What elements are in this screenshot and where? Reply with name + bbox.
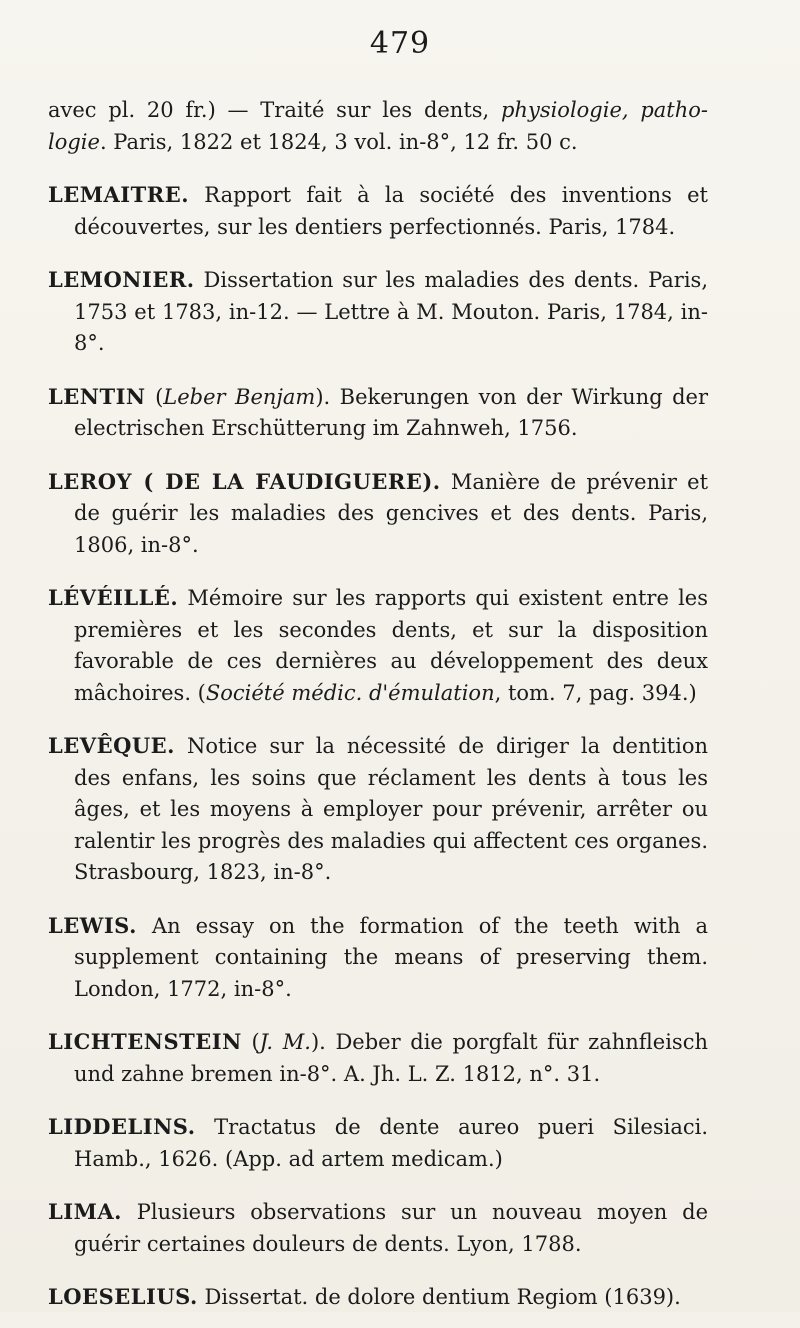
entry-text: Plusieurs observations sur un nouveau moyen de guérir certaines douleurs de dents. Lyon, 1788. (74, 1200, 708, 1256)
entry-lewis (48, 910, 708, 1006)
bibliography-list (48, 74, 708, 1328)
entry-lichtenstein (48, 1026, 708, 1090)
entry-author: LICHTENSTEIN (48, 1029, 242, 1054)
entry-leveque (48, 730, 708, 889)
entry-text: , tom. 7, pag. 394.) (494, 680, 697, 705)
entry-author: LEVÊQUE. (48, 733, 175, 758)
entry-continuation (48, 95, 708, 158)
entry-liddelins (48, 1111, 708, 1175)
entry-text: ( (241, 1030, 260, 1054)
entry-author: LIMA. (48, 1199, 122, 1224)
entry-author: LEMAITRE. (48, 182, 190, 207)
entry-author: LOESELIUS. (48, 1284, 198, 1309)
entry-text: . Paris, 1822 et 1824, 3 vol. in-8°, 12 fr. 50 c. (99, 129, 578, 154)
entry-text: ). Bekerungen von der Wirkung der electrischen Erschütterung im Zahnweh, 1756. (74, 384, 708, 440)
entry-italic: Leber Benjam (163, 384, 316, 409)
entry-author: LÉVÉILLÉ. (48, 585, 179, 610)
entry-author: LENTIN (48, 383, 146, 409)
entry-text: avec pl. 20 fr.) — Traité sur les dents, (48, 98, 501, 122)
entry-text: An essay on the formation of the teeth with a supplement containing the means of preserving them. London, 1772, in-8°. (74, 913, 708, 1001)
entry-loeselius (48, 1281, 708, 1314)
entry-author: LEMONIER. (48, 267, 195, 292)
entry-text: Manière de prévenir et de guérir les maladies des gencives et des dents. Paris, 1806, in-8°. (74, 469, 709, 557)
entry-text: Mémoire sur les rapports qui existent entre les premières et les secondes dents, et sur la disposition favorable de ces dernières au développement des deux mâchoires. ( (74, 586, 708, 705)
entry-lentin (48, 381, 708, 445)
entry-text: Rapport fait à la société des inventions et découvertes, sur les dentiers perfectionnés. Paris, 1784. (74, 183, 708, 239)
entry-text: Notice sur la nécessité de diriger la dentition des enfans, les soins que réclament les dents à tous les âges, et les moyens à employer pour prévenir, arrêter ou ralentir les progrès des maladies qui affectent ces organes. Strasbourg, 1823, in-8°. (74, 734, 708, 884)
entry-author: LEWIS. (48, 912, 137, 938)
entry-text: Dissertation sur les maladies des dents. Paris, 1753 et 1783, in-12. — Lettre à M. Mouton. Paris, 1784, in-8°. (74, 268, 708, 355)
entry-text: ). Deber die porgfalt für zahnfleisch und zahne bremen in-8°. A. Jh. L. Z. 1812, n°. 31. (74, 1030, 708, 1086)
entry-lemonier (48, 264, 708, 360)
entry-italic: J. M. (259, 1030, 311, 1054)
entry-italic: Société médic. d'émulation (205, 680, 495, 705)
entry-author: LIDDELINS. (48, 1114, 196, 1139)
entry-author: LEROY ( DE LA FAUDIGUERE). (48, 468, 441, 494)
entry-lima (48, 1196, 708, 1260)
entry-text: ( (145, 384, 164, 409)
entry-italic: physiologie, patho-logie (48, 98, 708, 154)
page-number: 479 (369, 26, 431, 61)
entry-text: Tractatus de dente aureo pueri Silesiaci. Hamb., 1626. (App. ad artem medicam.) (74, 1115, 708, 1171)
entry-lemaitre (48, 179, 708, 243)
entry-text: Dissertat. de dolore dentium Regiom (1639). (197, 1285, 681, 1309)
entry-leveille (48, 582, 708, 709)
entry-leroy (48, 466, 708, 562)
